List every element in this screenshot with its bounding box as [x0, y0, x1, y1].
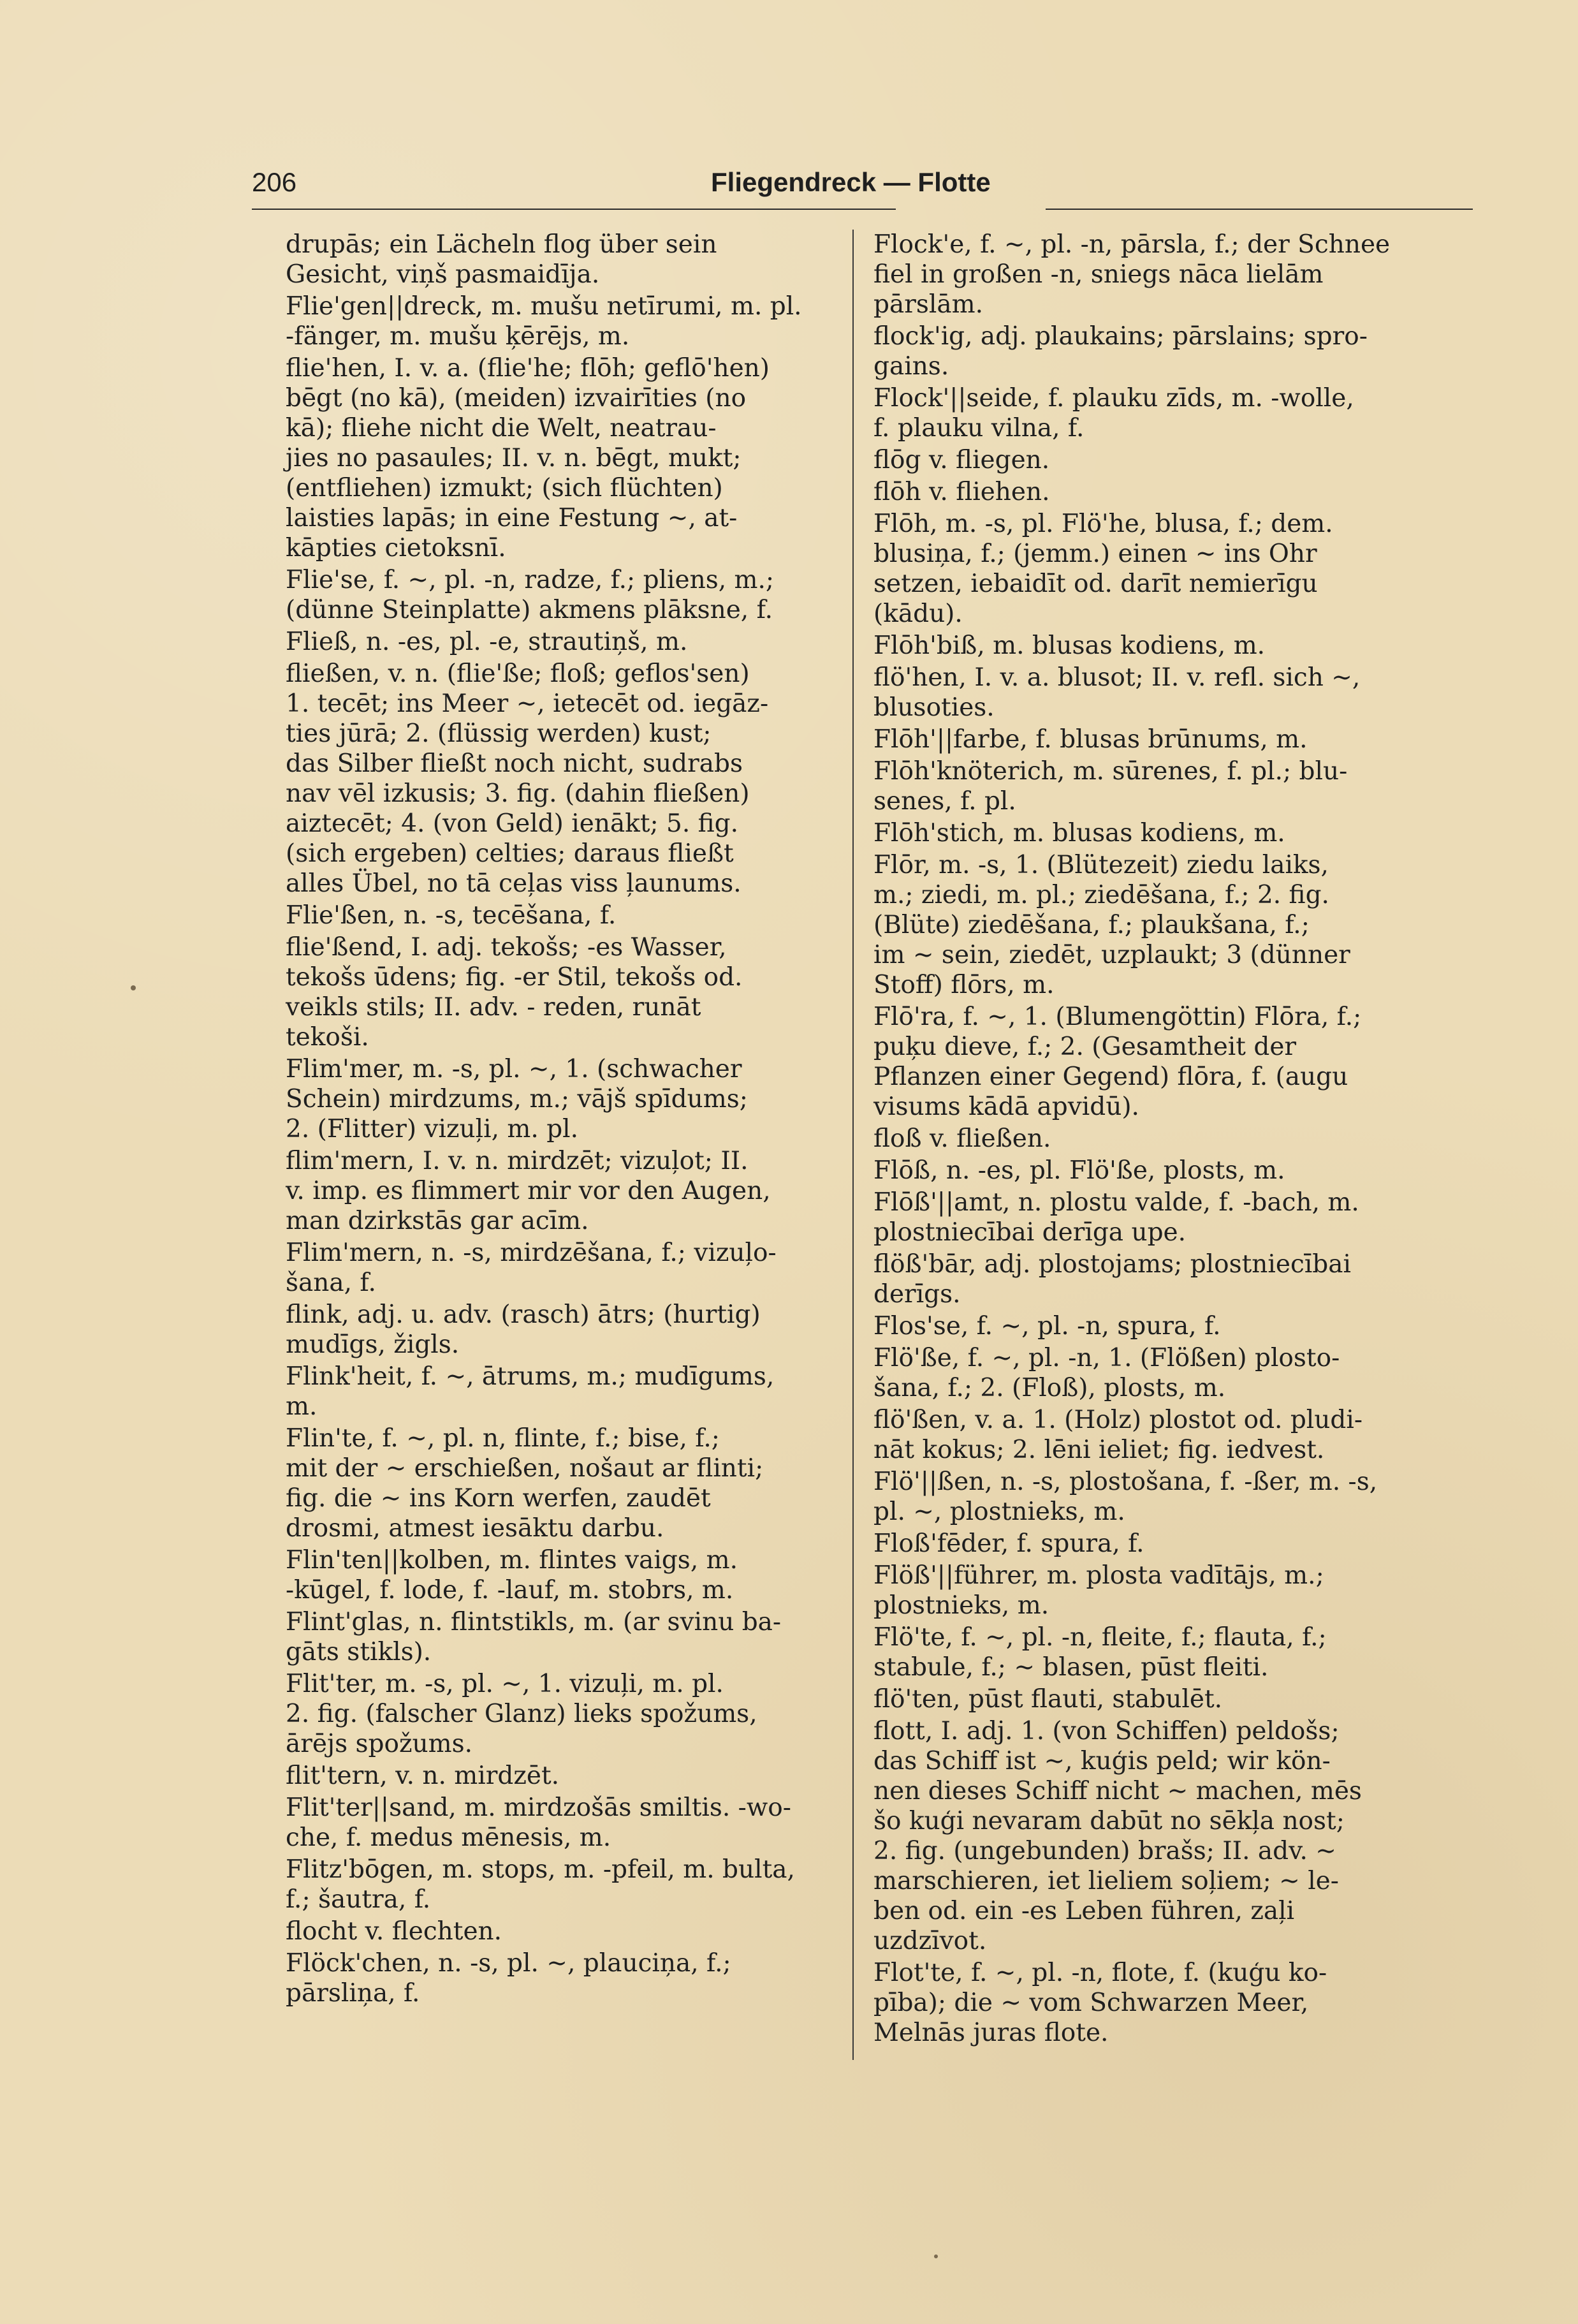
entry-line: fließen, v. n. (flie'ße; floß; geflos'sen) [286, 659, 750, 688]
entry-line: ārējs spožums. [286, 1730, 472, 1758]
column-divider [852, 230, 854, 2060]
entry-line: -kūgel, f. lode, f. -lauf, m. stobrs, m. [286, 1576, 734, 1605]
entry-line: uzdzīvot. [873, 1927, 987, 1955]
dictionary-entry [873, 724, 1466, 754]
entry-line: blusoties. [873, 693, 995, 722]
entry-line: pība); die ~ vom Schwarzen Meer, [873, 1989, 1309, 2017]
entry-line: Flöck'chen, n. -s, pl. ~, plauciņa, f.; [286, 1949, 731, 1978]
entry-line: flim'mern, I. v. n. mirdzēt; vizuļot; II. [286, 1147, 749, 1175]
dictionary-entry [873, 477, 1466, 507]
entry-line: Flōß, n. -es, pl. Flö'ße, plosts, m. [873, 1156, 1285, 1185]
header-rule-left [252, 209, 896, 210]
entry-line: mit der ~ erschießen, nošaut ar flinti; [286, 1454, 764, 1483]
entry-line: plostnieks, m. [873, 1591, 1049, 1620]
dictionary-entry [286, 1238, 885, 1298]
entry-line: senes, f. pl. [873, 787, 1016, 816]
entry-line: tekoši. [286, 1023, 369, 1052]
entry-line: Flö'||ßen, n. -s, plostošana, f. -ßer, m. -s, [873, 1467, 1378, 1496]
dictionary-entry [286, 1607, 885, 1667]
dictionary-entry [286, 565, 885, 625]
entry-line: aiztecēt; 4. (von Geld) ienākt; 5. fig. [286, 809, 739, 838]
entry-line: šana, f.; 2. (Floß), plosts, m. [873, 1374, 1226, 1402]
entry-line: fig. die ~ ins Korn werfen, zaudēt [286, 1484, 711, 1513]
entry-line: das Schiff ist ~, kuģis peld; wir kön- [873, 1747, 1331, 1776]
dictionary-entry [873, 445, 1466, 475]
entry-line: v. imp. es flimmert mir vor den Augen, [286, 1177, 771, 1205]
entry-line: flie'ßend, I. adj. tekošs; -es Wasser, [286, 933, 727, 962]
entry-line: 1. tecēt; ins Meer ~, ietecēt od. iegāz- [286, 689, 769, 718]
dictionary-entry [873, 1311, 1466, 1341]
entry-line: flock'ig, adj. plaukains; pārslains; spro- [873, 322, 1368, 351]
entry-line: Flō'ra, f. ~, 1. (Blumengöttin) Flōra, f.; [873, 1003, 1362, 1031]
dictionary-entry [873, 756, 1466, 816]
entry-line: flö'ßen, v. a. 1. (Holz) plostot od. pludi- [873, 1406, 1363, 1434]
dictionary-entry [873, 850, 1466, 1000]
dictionary-entry [286, 1793, 885, 1853]
entry-line: f. plauku vilna, f. [873, 414, 1085, 443]
entry-line: Flie'gen||dreck, m. mušu netīrumi, m. pl. [286, 292, 802, 321]
entry-line: Flōh, m. -s, pl. Flö'he, blusa, f.; dem. [873, 510, 1333, 538]
dictionary-entry [873, 1622, 1466, 1682]
entry-line: Flock'e, f. ~, pl. -n, pārsla, f.; der Schnee [873, 230, 1391, 259]
dictionary-entry [286, 932, 885, 1052]
dictionary-entry [873, 230, 1466, 320]
entry-line: blusiņa, f.; (jemm.) einen ~ ins Ohr [873, 540, 1317, 568]
entry-line: gāts stikls). [286, 1638, 432, 1666]
running-head: Fliegendreck — Flotte [711, 167, 991, 197]
entry-line: Fließ, n. -es, pl. -e, strautiņš, m. [286, 628, 688, 656]
entry-line: veikls stils; II. adv. - reden, runāt [286, 993, 701, 1022]
entry-line: nen dieses Schiff nicht ~ machen, mēs [873, 1777, 1362, 1806]
entry-line: (kādu). [873, 599, 963, 628]
entry-line: Flin'ten||kolben, m. flintes vaigs, m. [286, 1546, 738, 1575]
entry-line: Melnās juras flote. [873, 2019, 1109, 2047]
entry-line: setzen, iebaidīt od. darīt nemierīgu [873, 570, 1318, 598]
entry-line: Flitz'bōgen, m. stops, m. -pfeil, m. bulta, [286, 1855, 795, 1884]
dictionary-entry [873, 1561, 1466, 1621]
entry-line: flie'hen, I. v. a. (flie'he; flōh; geflō'hen) [286, 354, 770, 383]
entry-line: Flint'glas, n. flintstikls, m. (ar svinu ba- [286, 1608, 782, 1636]
dictionary-entry [286, 1300, 885, 1360]
entry-line: puķu dieve, f.; 2. (Gesamtheit der [873, 1033, 1297, 1061]
entry-line: stabule, f.; ~ blasen, pūst fleiti. [873, 1653, 1269, 1682]
entry-line: flöß'bār, adj. plostojams; plostniecībai [873, 1250, 1351, 1279]
entry-line: 2. fig. (ungebunden) brašs; II. adv. ~ [873, 1837, 1336, 1865]
entry-line: pārsliņa, f. [286, 1979, 420, 2008]
entry-line: marschieren, iet lieliem soļiem; ~ le- [873, 1867, 1339, 1895]
dictionary-entry [286, 1054, 885, 1144]
right-column [873, 230, 1466, 2050]
dictionary-entry [286, 901, 885, 930]
dictionary-entry [286, 627, 885, 657]
dictionary-entry [873, 1343, 1466, 1403]
header-rule-right [1046, 209, 1473, 210]
dictionary-entry [873, 1716, 1466, 1956]
dictionary-entry [286, 1362, 885, 1422]
entry-line: flink, adj. u. adv. (rasch) ātrs; (hurtig) [286, 1300, 761, 1329]
entry-line: m.; ziedi, m. pl.; ziedēšana, f.; 2. fig. [873, 881, 1329, 909]
entry-line: im ~ sein, ziedēt, uzplaukt; 3 (dünner [873, 941, 1350, 969]
dictionary-entry [286, 1761, 885, 1791]
entry-line: Stoff) flōrs, m. [873, 971, 1055, 999]
entry-line: Flot'te, f. ~, pl. -n, flote, f. (kuģu ko- [873, 1959, 1327, 1987]
entry-line: che, f. medus mēnesis, m. [286, 1823, 611, 1852]
entry-line: Flōß'||amt, n. plostu valde, f. -bach, m. [873, 1188, 1359, 1217]
entry-line: Flōh'biß, m. blusas kodiens, m. [873, 631, 1266, 660]
entry-line: 2. (Flitter) vizuļi, m. pl. [286, 1115, 579, 1144]
dictionary-entry [873, 1156, 1466, 1186]
dictionary-entry [873, 509, 1466, 629]
dictionary-entry [286, 1948, 885, 2008]
entry-line: Flö'te, f. ~, pl. -n, fleite, f.; flauta, f.; [873, 1623, 1327, 1652]
entry-line: Flit'ter, m. -s, pl. ~, 1. vizuļi, m. pl. [286, 1670, 724, 1698]
entry-line: flö'hen, I. v. a. blusot; II. v. refl. sich ~, [873, 663, 1361, 692]
entry-line: fiel in großen -n, sniegs nāca lielām [873, 260, 1324, 289]
entry-line: flit'tern, v. n. mirdzēt. [286, 1761, 560, 1790]
entry-line: Flink'heit, f. ~, ātrums, m.; mudīgums, [286, 1362, 775, 1391]
dictionary-entry [873, 1249, 1466, 1309]
dictionary-entry [286, 659, 885, 899]
dictionary-entry [873, 1529, 1466, 1559]
left-column [286, 230, 885, 2010]
entry-line: Flōh'knöterich, m. sūrenes, f. pl.; blu- [873, 757, 1348, 786]
dictionary-entry [873, 1684, 1466, 1714]
dictionary-entry [873, 321, 1466, 381]
dictionary-entry [873, 1188, 1466, 1247]
dictionary-entry [286, 291, 885, 351]
entry-line: Pflanzen einer Gegend) flōra, f. (augu [873, 1063, 1348, 1091]
dictionary-entry [873, 631, 1466, 661]
entry-line: Flōh'stich, m. blusas kodiens, m. [873, 819, 1285, 848]
entry-line: flōg v. fliegen. [873, 446, 1050, 474]
entry-line: (sich ergeben) celties; daraus fließt [286, 839, 734, 868]
dictionary-entry [873, 1124, 1466, 1154]
entry-line: Floß'fēder, f. spura, f. [873, 1529, 1144, 1558]
entry-line: (Blüte) ziedēšana, f.; plaukšana, f.; [873, 911, 1310, 939]
dictionary-entry [286, 1423, 885, 1543]
dictionary-entry [873, 1958, 1466, 2048]
entry-line: derīgs. [873, 1280, 961, 1309]
dictionary-entry [286, 1669, 885, 1759]
entry-line: mudīgs, žigls. [286, 1330, 460, 1359]
dictionary-entry [873, 818, 1466, 848]
entry-line: Flit'ter||sand, m. mirdzošās smiltis. -wo- [286, 1793, 791, 1822]
entry-line: bēgt (no kā), (meiden) izvairīties (no [286, 384, 747, 413]
entry-line: Flim'mern, n. -s, mirdzēšana, f.; vizuļo- [286, 1239, 777, 1267]
page-header [252, 167, 1473, 203]
entry-line: Flie'se, f. ~, pl. -n, radze, f.; pliens, m.; [286, 566, 775, 594]
entry-line: flocht v. flechten. [286, 1917, 502, 1946]
entry-line: Flos'se, f. ~, pl. -n, spura, f. [873, 1312, 1221, 1341]
entry-line: pl. ~, plostnieks, m. [873, 1497, 1125, 1526]
entry-line: tekošs ūdens; fig. -er Stil, tekošs od. [286, 963, 743, 992]
entry-line: gains. [873, 352, 949, 381]
entry-line: flōh v. fliehen. [873, 478, 1050, 506]
entry-line: jies no pasaules; II. v. n. bēgt, mukt; [286, 444, 742, 473]
entry-line: Schein) mirdzums, m.; vājš spīdums; [286, 1085, 748, 1114]
entry-line: m. [286, 1392, 318, 1421]
entry-line: ben od. ein -es Leben führen, zaļi [873, 1897, 1295, 1925]
dictionary-entry [286, 1855, 885, 1915]
dictionary-entry [873, 1467, 1466, 1527]
entry-line: Flim'mer, m. -s, pl. ~, 1. (schwacher [286, 1055, 742, 1084]
paper-speck [934, 2254, 938, 2258]
entry-line: Flie'ßen, n. -s, tecēšana, f. [286, 901, 617, 930]
entry-line: laisties lapās; in eine Festung ~, at- [286, 504, 738, 533]
entry-line: f.; šautra, f. [286, 1885, 431, 1914]
entry-line: ties jūrā; 2. (flüssig werden) kust; [286, 719, 712, 748]
dictionary-entry [286, 230, 885, 290]
page-number: 206 [252, 167, 297, 197]
entry-line: (entfliehen) izmukt; (sich flüchten) [286, 474, 723, 503]
entry-line: alles Übel, no tā ceļas viss ļaunums. [286, 869, 742, 898]
entry-line: šo kuģi nevaram dabūt no sēkļa nost; [873, 1807, 1345, 1835]
entry-line: pārslām. [873, 290, 983, 319]
entry-line: flott, I. adj. 1. (von Schiffen) peldošs; [873, 1717, 1340, 1746]
dictionary-entry [873, 1002, 1466, 1122]
entry-line: man dzirkstās gar acīm. [286, 1207, 589, 1235]
entry-line: Flōh'||farbe, f. blusas brūnums, m. [873, 725, 1308, 754]
paper-speck [131, 985, 136, 990]
entry-line: drosmi, atmest iesāktu darbu. [286, 1514, 664, 1543]
entry-line: plostniecībai derīga upe. [873, 1218, 1187, 1247]
entry-line: das Silber fließt noch nicht, sudrabs [286, 749, 743, 778]
dictionary-entry [286, 1916, 885, 1946]
entry-line: Flin'te, f. ~, pl. n, flinte, f.; bise, f.; [286, 1424, 720, 1453]
entry-line: 2. fig. (falscher Glanz) lieks spožums, [286, 1700, 757, 1728]
dictionary-entry [286, 1146, 885, 1236]
entry-line: Flö'ße, f. ~, pl. -n, 1. (Flößen) plosto- [873, 1344, 1340, 1372]
entry-line: flö'ten, pūst flauti, stabulēt. [873, 1685, 1223, 1714]
entry-line: -fänger, m. mušu ķērējs, m. [286, 322, 630, 351]
entry-line: kāpties cietoksnī. [286, 534, 506, 563]
entry-line: Gesicht, viņš pasmaidīja. [286, 260, 600, 289]
entry-line: floß v. fließen. [873, 1124, 1051, 1153]
dictionary-entry [873, 383, 1466, 443]
entry-line: nav vēl izkusis; 3. fig. (dahin fließen) [286, 779, 750, 808]
entry-line: visums kādā apvidū). [873, 1092, 1139, 1121]
dictionary-entry [286, 1545, 885, 1605]
entry-line: Flöß'||führer, m. plosta vadītājs, m.; [873, 1561, 1324, 1590]
entry-line: kā); fliehe nicht die Welt, neatrau- [286, 414, 717, 443]
entry-line: (dünne Steinplatte) akmens plāksne, f. [286, 596, 773, 624]
entry-line: šana, f. [286, 1269, 376, 1297]
entry-line: drupās; ein Lächeln flog über sein [286, 230, 717, 259]
dictionary-entry [873, 1405, 1466, 1465]
entry-line: Flōr, m. -s, 1. (Blütezeit) ziedu laiks, [873, 851, 1329, 879]
entry-line: Flock'||seide, f. plauku zīds, m. -wolle, [873, 384, 1354, 413]
dictionary-entry [286, 353, 885, 563]
dictionary-entry [873, 663, 1466, 723]
entry-line: nāt kokus; 2. lēni ieliet; fig. iedvest. [873, 1436, 1325, 1464]
